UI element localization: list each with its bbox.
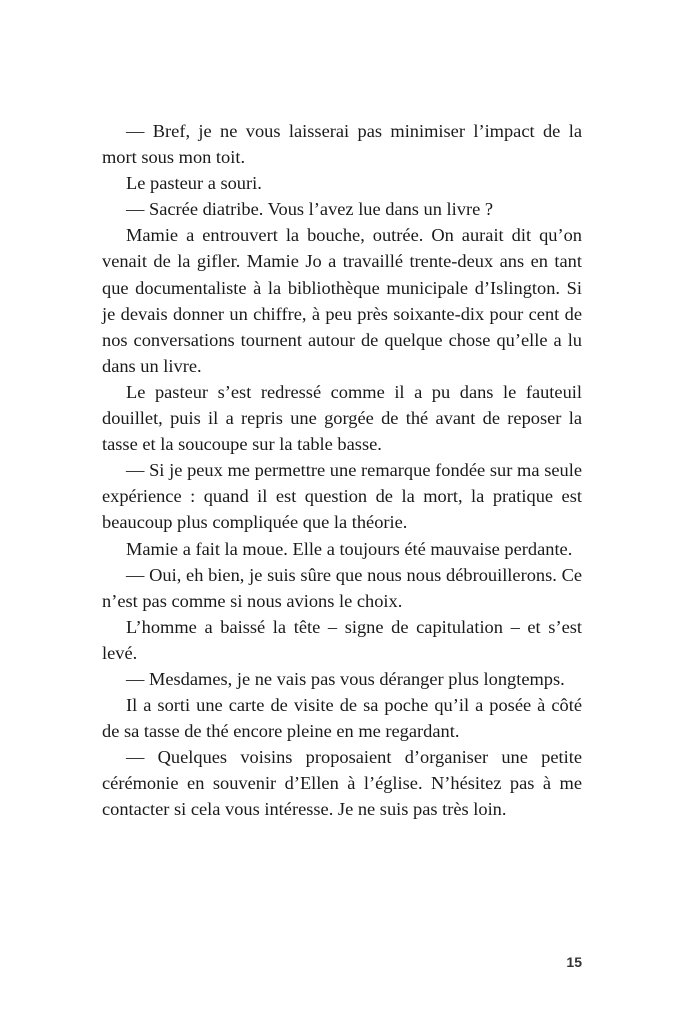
paragraph: L’homme a baissé la tête – signe de capitulation – et s’est levé.	[102, 616, 582, 663]
paragraph: — Bref, je ne vous laisserai pas minimiser l’impact de la mort sous mon toit.	[102, 121, 582, 168]
paragraph: Mamie a fait la moue. Elle a toujours été mauvaise perdante.	[126, 538, 573, 559]
paragraph: Il a sorti une carte de visite de sa poche qu’il a posée à côté de sa tasse de thé encore pleine en me regardant.	[102, 695, 582, 742]
paragraph: — Quelques voisins proposaient d’organiser une petite cérémonie en souvenir d’Ellen à l’église. N’hésitez pas à me contacter si cela vous intéresse. Je ne suis pas très loin.	[102, 747, 582, 820]
paragraph: — Mesdames, je ne vais pas vous déranger plus longtemps.	[126, 668, 565, 689]
paragraph: Le pasteur s’est redressé comme il a pu dans le fauteuil douillet, puis il a repris une gorgée de thé avant de reposer la tasse et la soucoupe sur la table basse.	[102, 381, 582, 455]
page-number: 15	[566, 954, 582, 970]
paragraph: — Sacrée diatribe. Vous l’avez lue dans un livre ?	[126, 199, 494, 220]
paragraph: — Oui, eh bien, je suis sûre que nous nous débrouillerons. Ce n’est pas comme si nous avions le choix.	[102, 564, 582, 611]
paragraph: Le pasteur a souri.	[126, 173, 262, 194]
body-text	[102, 118, 582, 823]
paragraph: — Si je peux me permettre une remarque fondée sur ma seule expérience : quand il est question de la mort, la pratique est beaucoup plus compliquée que la théorie.	[102, 460, 582, 533]
paragraph: Mamie a entrouvert la bouche, outrée. On aurait dit qu’on venait de la gifler. Mamie Jo a travaillé trente-deux ans en tant que documentaliste à la bibliothèque municipale d’Islington. Si je devais donner un chiffre, à peu près soixante-dix pour cent de nos conversations tournent autour de quelque chose qu’elle a lu dans un livre.	[102, 225, 582, 376]
